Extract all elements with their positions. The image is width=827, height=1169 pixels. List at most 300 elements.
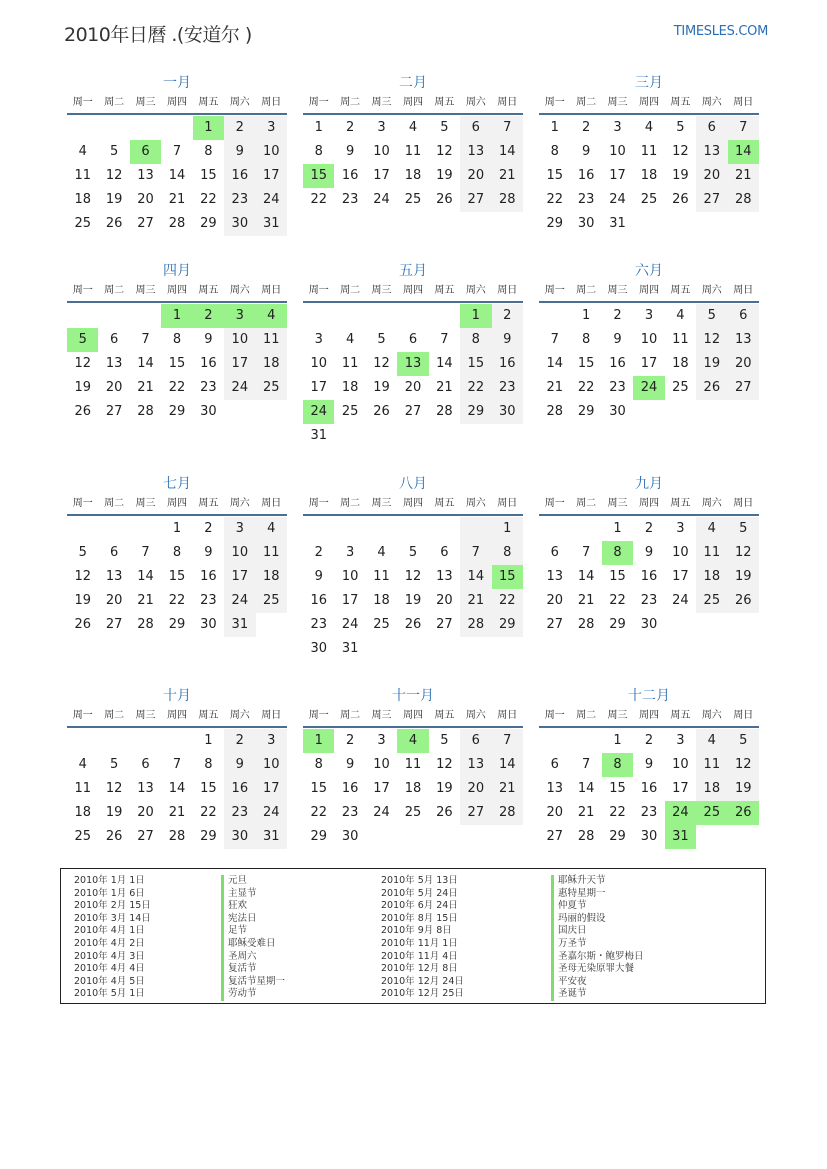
day-cell: 24 — [341, 617, 359, 632]
weekday-label: 周三 — [607, 710, 628, 721]
holiday-day-cell: 15 — [303, 164, 334, 188]
weekday-label: 周五 — [198, 97, 219, 108]
day-cell: 30 — [577, 216, 595, 231]
day-cell: 11 — [341, 356, 359, 371]
day-cell: 21 — [728, 164, 759, 188]
day-cell: 14 — [577, 569, 595, 584]
holiday-day-cell: 15 — [492, 565, 523, 589]
day-cell: 4 — [345, 332, 355, 347]
day-cell: 27 — [696, 188, 727, 212]
weekday-label: 周一 — [544, 710, 565, 721]
empty-cell — [633, 400, 664, 424]
day-cell: 18 — [341, 380, 359, 395]
day-cell: 7 — [141, 545, 150, 560]
day-cell: 31 — [256, 825, 287, 849]
empty-cell — [429, 424, 460, 448]
day-cell: 11 — [696, 541, 727, 565]
weekday-label: 周五 — [670, 498, 691, 509]
day-cell: 31 — [310, 428, 327, 443]
day-cell: 27 — [105, 617, 123, 632]
site-link[interactable]: TIMESLES.COM — [673, 24, 768, 39]
weekday-label: 周五 — [198, 285, 219, 296]
weekday-header — [67, 93, 287, 115]
day-cell: 5 — [440, 120, 449, 135]
day-cell: 13 — [436, 569, 453, 584]
day-cell: 30 — [492, 400, 523, 424]
holiday-day-cell: 25 — [696, 801, 727, 825]
empty-cell — [728, 613, 759, 637]
day-cell: 5 — [440, 733, 449, 748]
day-cell: 4 — [676, 308, 685, 323]
day-cell: 9 — [613, 332, 622, 347]
day-cell: 3 — [377, 733, 386, 748]
weekday-label: 周六 — [465, 710, 486, 721]
legend-holiday-name: 平安夜 — [551, 976, 644, 989]
day-cell: 28 — [137, 404, 154, 419]
empty-cell — [696, 400, 727, 424]
day-grid — [67, 304, 287, 424]
day-cell: 13 — [105, 356, 123, 371]
day-grid — [67, 517, 287, 637]
legend-holiday-name: 耶稣升天节 — [551, 875, 644, 888]
day-cell: 19 — [696, 352, 727, 376]
day-cell: 28 — [436, 404, 453, 419]
day-cell: 21 — [137, 593, 154, 608]
weekday-label: 周四 — [166, 498, 187, 509]
day-cell: 18 — [696, 777, 727, 801]
empty-cell — [366, 304, 397, 328]
day-cell: 14 — [137, 569, 154, 584]
day-cell: 14 — [460, 565, 491, 589]
empty-cell — [570, 729, 601, 753]
empty-cell — [460, 424, 491, 448]
day-cell: 9 — [204, 545, 213, 560]
day-cell: 3 — [676, 521, 685, 536]
weekday-label: 周一 — [308, 498, 329, 509]
day-cell: 20 — [105, 593, 123, 608]
weekday-label: 周三 — [371, 97, 392, 108]
legend-holiday-date: 2010年 8月 15日 — [381, 912, 458, 924]
day-cell: 5 — [696, 304, 727, 328]
day-cell: 28 — [460, 613, 491, 637]
day-cell: 15 — [609, 781, 626, 796]
weekday-label: 周五 — [434, 285, 455, 296]
day-cell: 21 — [137, 380, 154, 395]
day-cell: 19 — [404, 593, 422, 608]
day-cell: 9 — [345, 757, 355, 772]
day-cell: 16 — [224, 164, 255, 188]
holiday-day-cell: 2 — [193, 304, 224, 328]
day-cell: 14 — [168, 781, 186, 796]
day-cell: 6 — [550, 757, 559, 772]
day-grid — [303, 517, 523, 661]
legend-holiday-date: 2010年 11月 1日 — [381, 937, 458, 949]
day-cell: 26 — [105, 216, 123, 231]
day-cell: 19 — [728, 777, 759, 801]
holiday-day-cell: 1 — [303, 729, 334, 753]
legend-holiday-date: 2010年 9月 8日 — [381, 925, 452, 937]
day-cell: 24 — [373, 192, 390, 207]
day-cell: 21 — [546, 380, 563, 395]
day-cell: 13 — [728, 328, 759, 352]
weekday-label: 周六 — [701, 710, 722, 721]
day-cell: 5 — [676, 120, 685, 135]
weekday-label: 周四 — [402, 710, 423, 721]
day-cell: 25 — [74, 829, 91, 844]
day-cell: 17 — [672, 569, 689, 584]
day-cell: 26 — [404, 617, 422, 632]
day-cell: 21 — [577, 805, 595, 820]
day-cell: 22 — [168, 593, 186, 608]
empty-cell — [570, 517, 601, 541]
day-cell: 15 — [609, 569, 626, 584]
day-cell: 19 — [672, 168, 689, 183]
day-cell: 5 — [408, 545, 418, 560]
day-cell: 27 — [546, 617, 563, 632]
holiday-day-cell: 24 — [303, 400, 334, 424]
weekday-header — [539, 93, 759, 115]
legend-holiday-name: 复活节 — [221, 963, 285, 976]
day-cell: 1 — [204, 733, 213, 748]
weekday-label: 周三 — [371, 285, 392, 296]
day-cell: 12 — [436, 144, 453, 159]
holiday-day-cell: 14 — [728, 140, 759, 164]
weekday-header — [67, 494, 287, 516]
day-cell: 7 — [728, 116, 759, 140]
weekday-label: 周四 — [638, 285, 659, 296]
day-cell: 13 — [546, 569, 563, 584]
day-cell: 28 — [577, 617, 595, 632]
day-cell: 8 — [314, 144, 323, 159]
day-cell: 2 — [345, 120, 355, 135]
day-cell: 4 — [78, 757, 87, 772]
day-cell: 21 — [436, 380, 453, 395]
day-cell: 2 — [314, 545, 323, 560]
day-cell: 16 — [640, 781, 658, 796]
day-cell: 11 — [404, 144, 422, 159]
day-cell: 6 — [440, 545, 449, 560]
empty-cell — [130, 517, 161, 541]
day-cell: 20 — [696, 164, 727, 188]
day-cell: 2 — [644, 521, 654, 536]
day-cell: 23 — [577, 192, 595, 207]
day-cell: 7 — [581, 757, 591, 772]
legend-holiday-date: 2010年 1月 6日 — [74, 887, 145, 899]
day-grid — [67, 116, 287, 236]
weekday-label: 周四 — [402, 498, 423, 509]
day-cell: 23 — [224, 801, 255, 825]
month-name: 八月 — [399, 476, 427, 492]
weekday-label: 周四 — [166, 710, 187, 721]
weekday-label: 周日 — [497, 710, 518, 721]
day-cell: 29 — [609, 829, 626, 844]
holiday-day-cell: 6 — [130, 140, 161, 164]
day-cell: 20 — [137, 192, 154, 207]
day-cell: 25 — [373, 617, 390, 632]
day-cell: 9 — [224, 753, 255, 777]
day-cell: 5 — [728, 729, 759, 753]
day-cell: 24 — [672, 593, 689, 608]
legend-holiday-date: 2010年 12月 8日 — [381, 963, 458, 975]
empty-cell — [334, 304, 365, 328]
day-cell: 28 — [168, 829, 186, 844]
day-cell: 27 — [137, 216, 154, 231]
day-cell: 5 — [109, 757, 119, 772]
day-cell: 1 — [550, 120, 559, 135]
empty-cell — [303, 304, 334, 328]
day-cell: 18 — [256, 565, 287, 589]
weekday-label: 周二 — [104, 285, 125, 296]
day-cell: 8 — [204, 757, 213, 772]
day-cell: 25 — [404, 192, 422, 207]
empty-cell — [696, 212, 727, 236]
weekday-label: 周二 — [104, 498, 125, 509]
weekday-label: 周四 — [402, 285, 423, 296]
day-cell: 1 — [492, 517, 523, 541]
day-cell: 22 — [200, 805, 217, 820]
day-cell: 10 — [373, 757, 390, 772]
day-cell: 6 — [460, 729, 491, 753]
day-cell: 20 — [460, 164, 491, 188]
weekday-label: 周二 — [576, 285, 597, 296]
month-name: 三月 — [635, 75, 663, 91]
day-cell: 19 — [105, 192, 123, 207]
holiday-day-cell: 24 — [665, 801, 696, 825]
day-cell: 27 — [404, 404, 422, 419]
day-cell: 24 — [224, 376, 255, 400]
day-cell: 7 — [172, 144, 182, 159]
empty-cell — [397, 517, 428, 541]
weekday-label: 周日 — [733, 97, 754, 108]
day-cell: 16 — [577, 168, 595, 183]
empty-cell — [492, 825, 523, 849]
day-cell: 14 — [492, 753, 523, 777]
day-cell: 26 — [672, 192, 689, 207]
day-cell: 13 — [696, 140, 727, 164]
empty-cell — [366, 424, 397, 448]
weekday-label: 周四 — [638, 498, 659, 509]
legend-holiday-date: 2010年 4月 2日 — [74, 937, 145, 949]
day-cell: 25 — [341, 404, 359, 419]
weekday-label: 周日 — [733, 498, 754, 509]
day-cell: 13 — [546, 781, 563, 796]
day-cell: 29 — [200, 829, 217, 844]
weekday-label: 周一 — [544, 498, 565, 509]
day-cell: 3 — [613, 120, 622, 135]
weekday-label: 周六 — [465, 498, 486, 509]
day-cell: 6 — [728, 304, 759, 328]
day-cell: 12 — [696, 328, 727, 352]
weekday-label: 周四 — [166, 285, 187, 296]
day-cell: 9 — [581, 144, 591, 159]
day-cell: 18 — [74, 192, 91, 207]
day-cell: 19 — [74, 593, 91, 608]
day-cell: 31 — [609, 216, 626, 231]
weekday-label: 周六 — [701, 498, 722, 509]
day-cell: 13 — [460, 753, 491, 777]
day-cell: 16 — [492, 352, 523, 376]
day-cell: 1 — [613, 733, 622, 748]
day-cell: 10 — [310, 356, 327, 371]
empty-cell — [98, 116, 129, 140]
day-grid — [303, 729, 523, 849]
day-cell: 5 — [377, 332, 386, 347]
day-cell: 29 — [609, 617, 626, 632]
day-cell: 25 — [640, 192, 658, 207]
day-grid — [303, 116, 523, 212]
day-cell: 6 — [696, 116, 727, 140]
day-cell: 30 — [224, 825, 255, 849]
empty-cell — [366, 637, 397, 661]
day-cell: 4 — [696, 729, 727, 753]
day-cell: 25 — [696, 589, 727, 613]
day-cell: 29 — [460, 400, 491, 424]
day-cell: 20 — [460, 777, 491, 801]
legend-holiday-name: 狂欢 — [221, 900, 285, 913]
legend-holiday-date: 2010年 2月 15日 — [74, 900, 151, 912]
day-cell: 3 — [676, 733, 685, 748]
month-block — [539, 261, 759, 474]
weekday-label: 周五 — [670, 710, 691, 721]
day-cell: 21 — [492, 777, 523, 801]
day-cell: 23 — [640, 593, 658, 608]
day-grid — [539, 729, 759, 849]
legend-holiday-name: 惠特星期一 — [551, 888, 644, 901]
empty-cell — [460, 517, 491, 541]
day-cell: 22 — [609, 593, 626, 608]
day-cell: 27 — [460, 801, 491, 825]
legend-holiday-date: 2010年 11月 4日 — [381, 950, 458, 962]
month-name: 十一月 — [392, 688, 434, 704]
day-cell: 24 — [224, 589, 255, 613]
legend-left-names — [221, 875, 285, 1001]
day-cell: 13 — [105, 569, 123, 584]
legend-holiday-date: 2010年 5月 1日 — [74, 988, 145, 1000]
day-cell: 18 — [640, 168, 658, 183]
month-name: 二月 — [399, 75, 427, 91]
month-block — [303, 73, 523, 261]
weekday-label: 周四 — [166, 97, 187, 108]
empty-cell — [161, 729, 192, 753]
day-cell: 20 — [546, 805, 563, 820]
weekday-label: 周日 — [261, 97, 282, 108]
holiday-day-cell: 3 — [224, 304, 255, 328]
day-cell: 12 — [404, 569, 422, 584]
day-cell: 24 — [373, 805, 390, 820]
day-cell: 23 — [341, 192, 359, 207]
weekday-label: 周一 — [72, 498, 93, 509]
day-cell: 25 — [74, 216, 91, 231]
day-cell: 11 — [404, 757, 422, 772]
day-cell: 23 — [640, 805, 658, 820]
month-name: 六月 — [635, 263, 663, 279]
day-cell: 14 — [492, 140, 523, 164]
weekday-label: 周日 — [261, 710, 282, 721]
legend-right-names — [551, 875, 644, 1001]
day-cell: 7 — [440, 332, 449, 347]
empty-cell — [67, 304, 98, 328]
empty-cell — [429, 304, 460, 328]
day-cell: 8 — [314, 757, 323, 772]
weekday-label: 周四 — [638, 710, 659, 721]
day-cell: 9 — [492, 328, 523, 352]
day-cell: 31 — [256, 212, 287, 236]
weekday-label: 周一 — [72, 710, 93, 721]
day-cell: 6 — [109, 332, 119, 347]
day-cell: 26 — [74, 617, 91, 632]
day-cell: 24 — [256, 188, 287, 212]
weekday-label: 周二 — [576, 498, 597, 509]
day-cell: 2 — [644, 733, 654, 748]
day-cell: 28 — [137, 617, 154, 632]
calendar-grid — [67, 73, 760, 866]
weekday-label: 周日 — [497, 285, 518, 296]
day-cell: 16 — [640, 569, 658, 584]
day-cell: 29 — [546, 216, 563, 231]
legend-holiday-date: 2010年 5月 13日 — [381, 875, 458, 886]
day-cell: 10 — [256, 140, 287, 164]
weekday-label: 周二 — [340, 498, 361, 509]
weekday-label: 周日 — [733, 710, 754, 721]
legend-holiday-date: 2010年 12月 25日 — [381, 988, 464, 1000]
day-cell: 5 — [78, 545, 87, 560]
day-cell: 15 — [577, 356, 595, 371]
weekday-label: 周日 — [497, 97, 518, 108]
empty-cell — [98, 517, 129, 541]
day-cell: 28 — [168, 216, 186, 231]
empty-cell — [67, 517, 98, 541]
day-cell: 16 — [609, 356, 626, 371]
month-name: 七月 — [163, 476, 191, 492]
day-cell: 6 — [408, 332, 418, 347]
day-cell: 13 — [137, 781, 154, 796]
day-cell: 24 — [609, 192, 626, 207]
day-cell: 22 — [609, 805, 626, 820]
day-cell: 8 — [204, 144, 213, 159]
day-cell: 9 — [314, 569, 323, 584]
day-cell: 23 — [609, 380, 626, 395]
empty-cell — [130, 729, 161, 753]
day-cell: 3 — [644, 308, 654, 323]
month-block — [303, 686, 523, 866]
day-cell: 17 — [640, 356, 658, 371]
day-cell: 16 — [200, 569, 217, 584]
holiday-day-cell: 13 — [397, 352, 428, 376]
day-cell: 18 — [404, 168, 422, 183]
weekday-label: 周六 — [701, 285, 722, 296]
day-cell: 11 — [373, 569, 390, 584]
day-cell: 6 — [141, 757, 150, 772]
legend-left-dates — [74, 875, 151, 1001]
day-cell: 30 — [640, 617, 658, 632]
empty-cell — [665, 613, 696, 637]
empty-cell — [366, 517, 397, 541]
day-cell: 14 — [546, 356, 563, 371]
day-cell: 12 — [672, 144, 689, 159]
empty-cell — [224, 400, 255, 424]
day-cell: 1 — [581, 308, 591, 323]
weekday-label: 周六 — [701, 97, 722, 108]
empty-cell — [460, 825, 491, 849]
month-name: 五月 — [399, 263, 427, 279]
empty-cell — [98, 304, 129, 328]
empty-cell — [539, 517, 570, 541]
month-block — [303, 474, 523, 686]
weekday-label: 周一 — [72, 285, 93, 296]
day-cell: 11 — [256, 541, 287, 565]
weekday-label: 周六 — [229, 97, 250, 108]
weekday-header — [303, 706, 523, 728]
